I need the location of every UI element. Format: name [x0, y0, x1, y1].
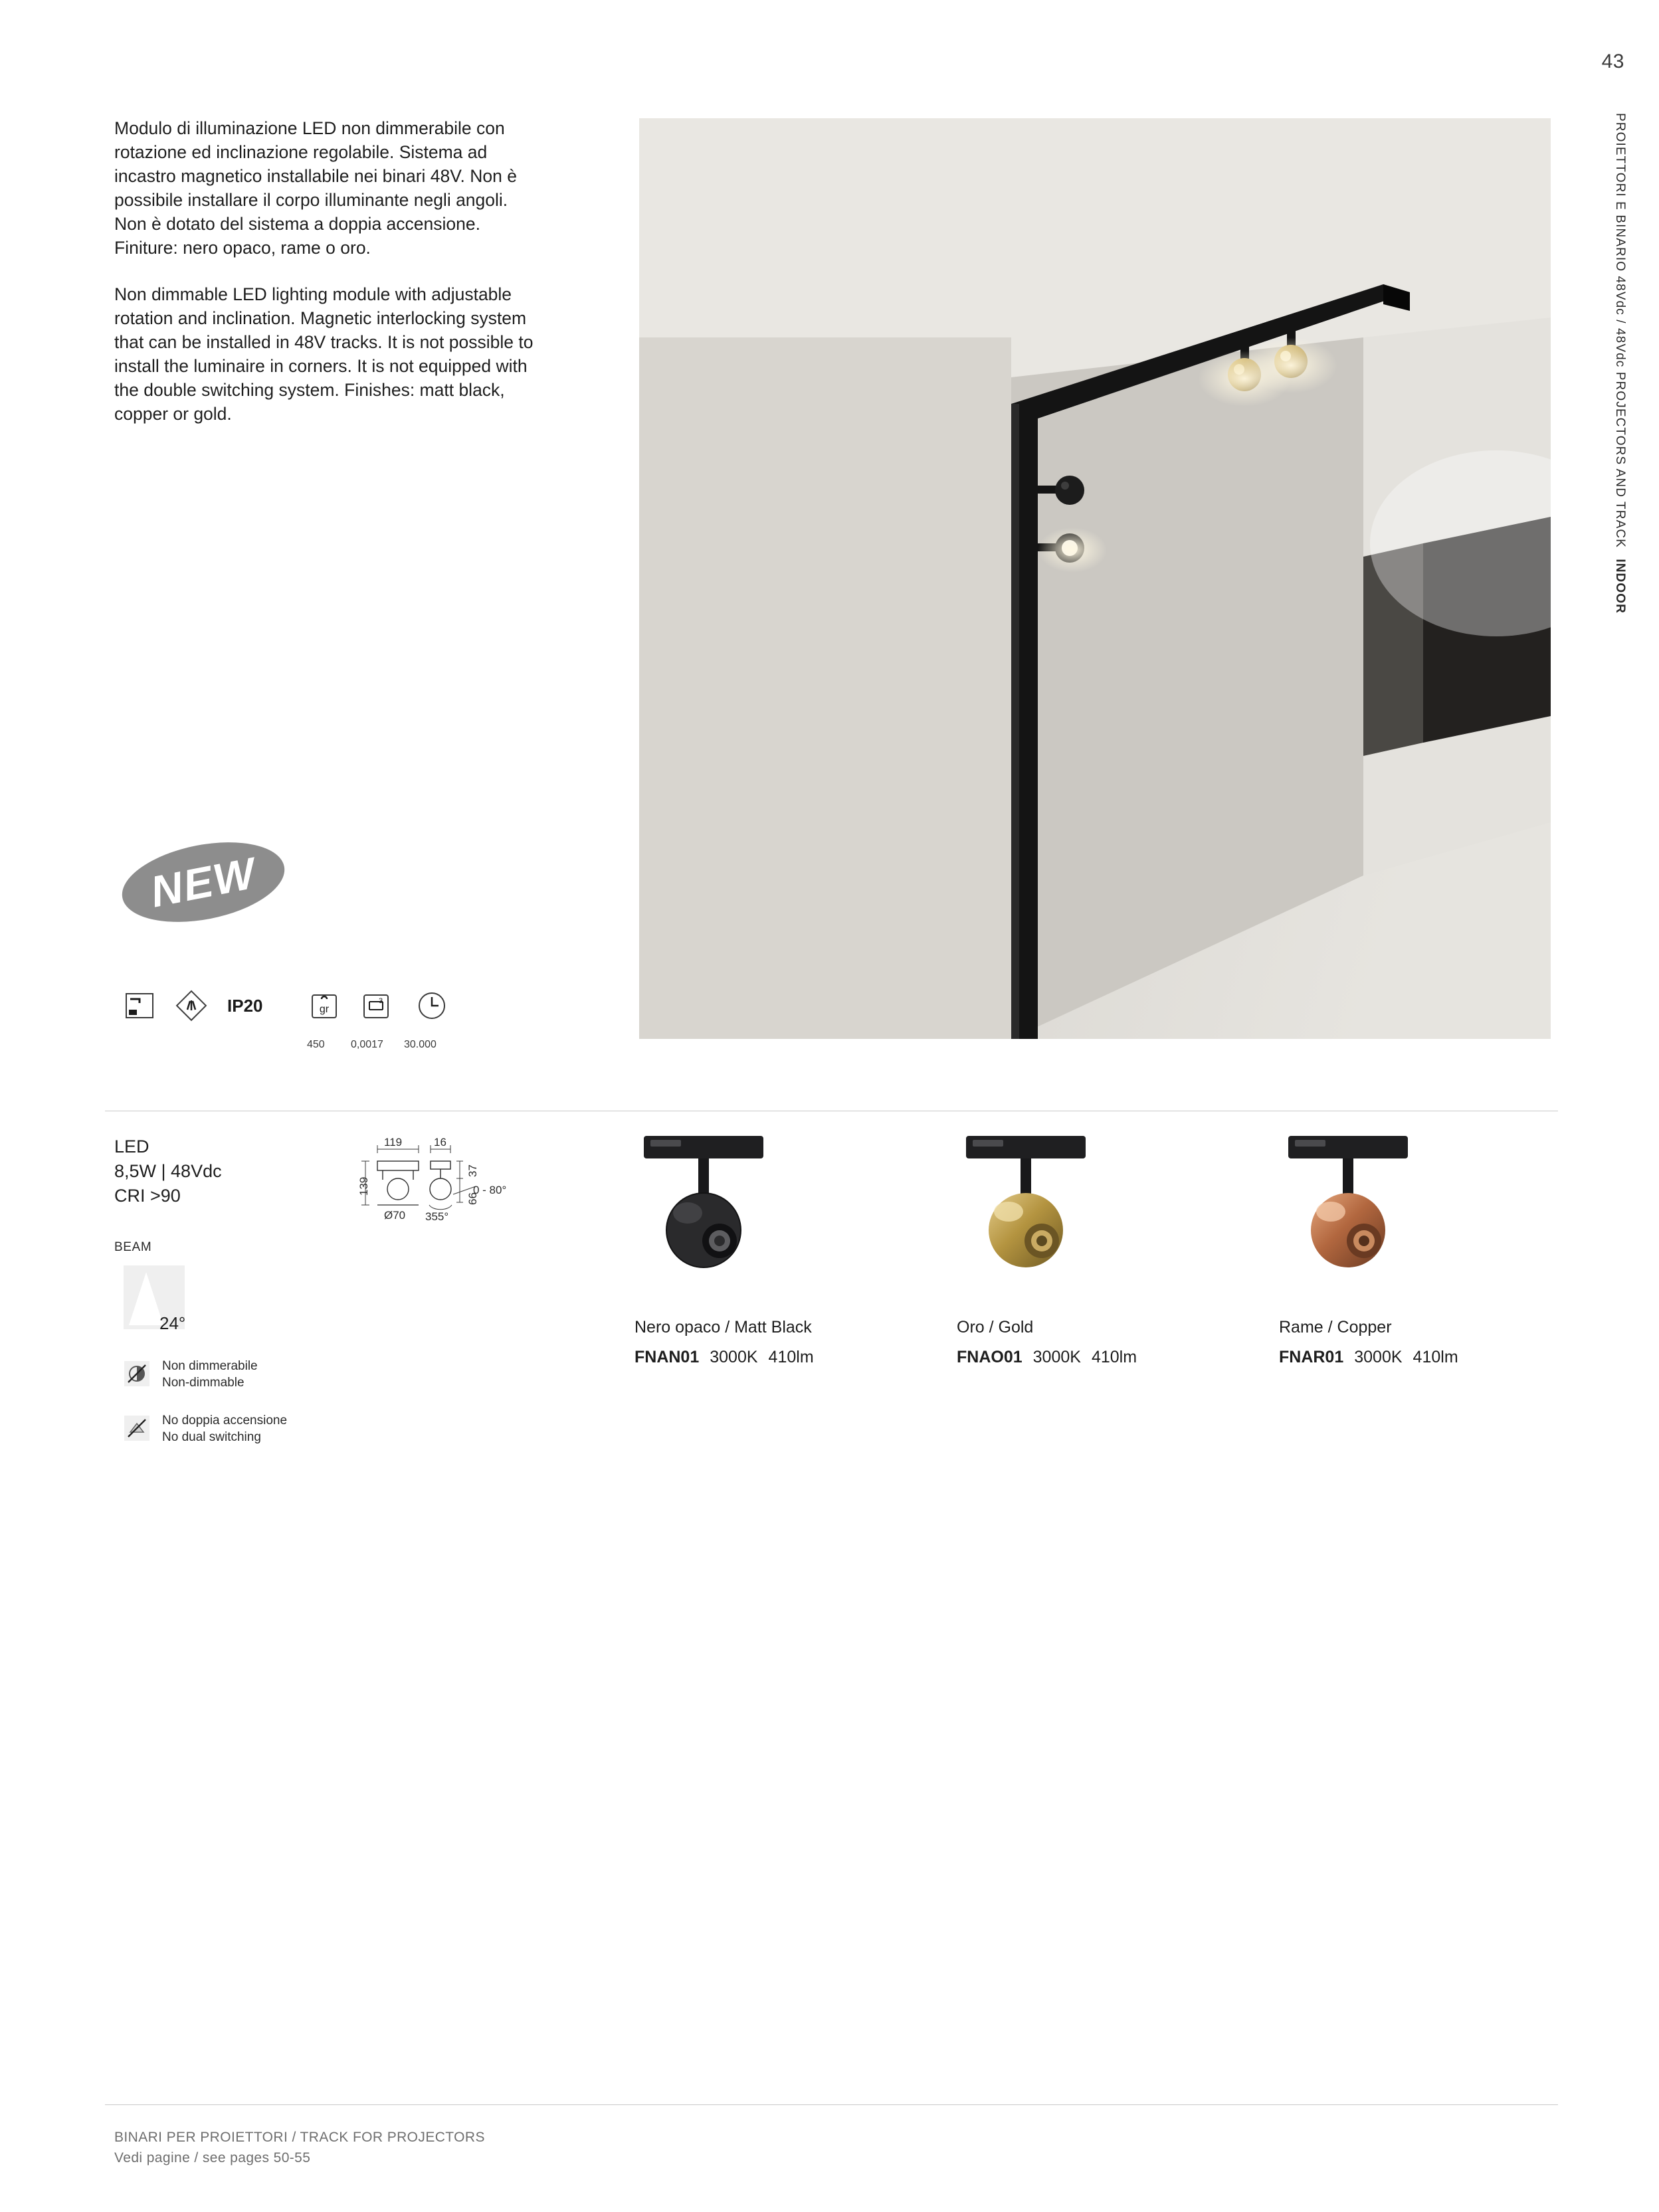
- dimension-drawing: [345, 1136, 565, 1289]
- beam-label: BEAM: [114, 1240, 152, 1254]
- feature-no-dual-switching: [124, 1415, 403, 1449]
- lifetime-icon: [416, 990, 448, 1022]
- variant-image-copper: [1279, 1129, 1492, 1309]
- variant-cct: 3000K: [1354, 1348, 1403, 1366]
- variant-copper: [1279, 1129, 1591, 1367]
- page-number: 43: [1601, 50, 1624, 72]
- divider-footer: [105, 2104, 1558, 2105]
- description-italian: Modulo di illuminazione LED non dimmerabile con rotazione ed inclinazione regolabile. Sistema ad incastro magnetico installabile nei binari 48V. Non è possibile installare il corpo illuminante negli angoli. Non è dotato del sistema a doppia accensione. Finiture: nero opaco, rame o oro.: [114, 118, 517, 258]
- feature-non-dimmable-it: Non dimmerabile: [162, 1359, 258, 1373]
- dim-66: 66: [466, 1192, 479, 1205]
- class-three-icon: [175, 990, 207, 1022]
- no-dual-switching-icon: [124, 1415, 150, 1441]
- feature-non-dimmable-en: Non-dimmable: [162, 1376, 244, 1390]
- feature-no-dual-en: No dual switching: [162, 1430, 261, 1444]
- product-description: [114, 116, 539, 426]
- new-badge-label: NEW: [146, 848, 260, 917]
- description-english: Non dimmable LED lighting module with adjustable rotation and inclination. Magnetic interlocking system that can be installed in 48V tracks. It is not possible to install the luminaire in corners. It is not equipped with the double switching system. Finishes: matt black, copper or gold.: [114, 284, 534, 424]
- lifetime-value: 30.000: [404, 1039, 437, 1050]
- ip-rating-label: [227, 990, 300, 1022]
- variant-code: FNAN01: [634, 1348, 700, 1366]
- weight-value: 450: [307, 1039, 325, 1050]
- led-source: LED: [114, 1137, 149, 1156]
- weight-icon: [308, 990, 340, 1022]
- beam-angle-value: 24°: [159, 1313, 186, 1333]
- feature-non-dimmable-text: [162, 1358, 258, 1391]
- variant-code-row: [634, 1348, 947, 1367]
- variant-code: FNAO01: [957, 1348, 1023, 1366]
- svg-text:gr: gr: [319, 1004, 330, 1015]
- footer-line-1: BINARI PER PROIETTORI / TRACK FOR PROJECTORS: [114, 2130, 485, 2145]
- variant-cct: 3000K: [710, 1348, 758, 1366]
- dim-width: 119: [384, 1136, 403, 1149]
- variant-name: Rame / Copper: [1279, 1318, 1392, 1336]
- variant-gold: [957, 1129, 1269, 1367]
- ceiling-mount-icon: [124, 990, 155, 1022]
- side-tab-bold-label: INDOOR: [1613, 559, 1627, 614]
- variant-flux: 410lm: [768, 1348, 814, 1366]
- variant-image-matt-black: [634, 1129, 847, 1309]
- variant-image-gold: [957, 1129, 1169, 1309]
- variant-matt-black: [634, 1129, 947, 1367]
- led-power: 8,5W | 48Vdc: [114, 1161, 222, 1181]
- footer-line-2: Vedi pagine / see pages 50-55: [114, 2150, 311, 2166]
- variant-code: FNAR01: [1279, 1348, 1344, 1366]
- non-dimmable-icon: [124, 1360, 150, 1387]
- variant-cct: 3000K: [1032, 1348, 1081, 1366]
- dim-tilt: 0 - 80°: [473, 1184, 507, 1196]
- variant-name: Nero opaco / Matt Black: [634, 1318, 812, 1336]
- volume-value: 0,0017: [351, 1039, 383, 1050]
- dim-37: 37: [466, 1164, 479, 1177]
- led-spec-block: [114, 1135, 334, 1208]
- feature-no-dual-it: No doppia accensione: [162, 1414, 288, 1428]
- ip-rating-text: IP20: [227, 996, 263, 1016]
- dim-height: 139: [357, 1176, 370, 1196]
- spec-icon-row: [124, 990, 482, 1069]
- feature-non-dimmable: [124, 1360, 403, 1395]
- volume-icon: [360, 990, 392, 1022]
- feature-no-dual-switching-text: [162, 1412, 287, 1445]
- product-photo: [639, 118, 1551, 1039]
- variant-name: Oro / Gold: [957, 1318, 1034, 1336]
- page-footer: [114, 2127, 485, 2168]
- section-side-tab: [1612, 113, 1639, 744]
- dim-rotation: 355°: [425, 1210, 449, 1223]
- side-tab-label: PROIETTORI E BINARIO 48Vdc / 48Vdc PROJECTORS AND TRACK: [1613, 113, 1627, 548]
- svg-text:3: 3: [378, 997, 383, 1005]
- led-cri: CRI >90: [114, 1186, 181, 1206]
- dim-head: 16: [434, 1136, 446, 1149]
- variant-flux: 410lm: [1091, 1348, 1137, 1366]
- variant-code-row: [957, 1348, 1269, 1367]
- variant-code-row: [1279, 1348, 1591, 1367]
- dim-diameter: Ø70: [384, 1209, 406, 1222]
- variant-flux: 410lm: [1413, 1348, 1458, 1366]
- new-badge: [121, 845, 286, 919]
